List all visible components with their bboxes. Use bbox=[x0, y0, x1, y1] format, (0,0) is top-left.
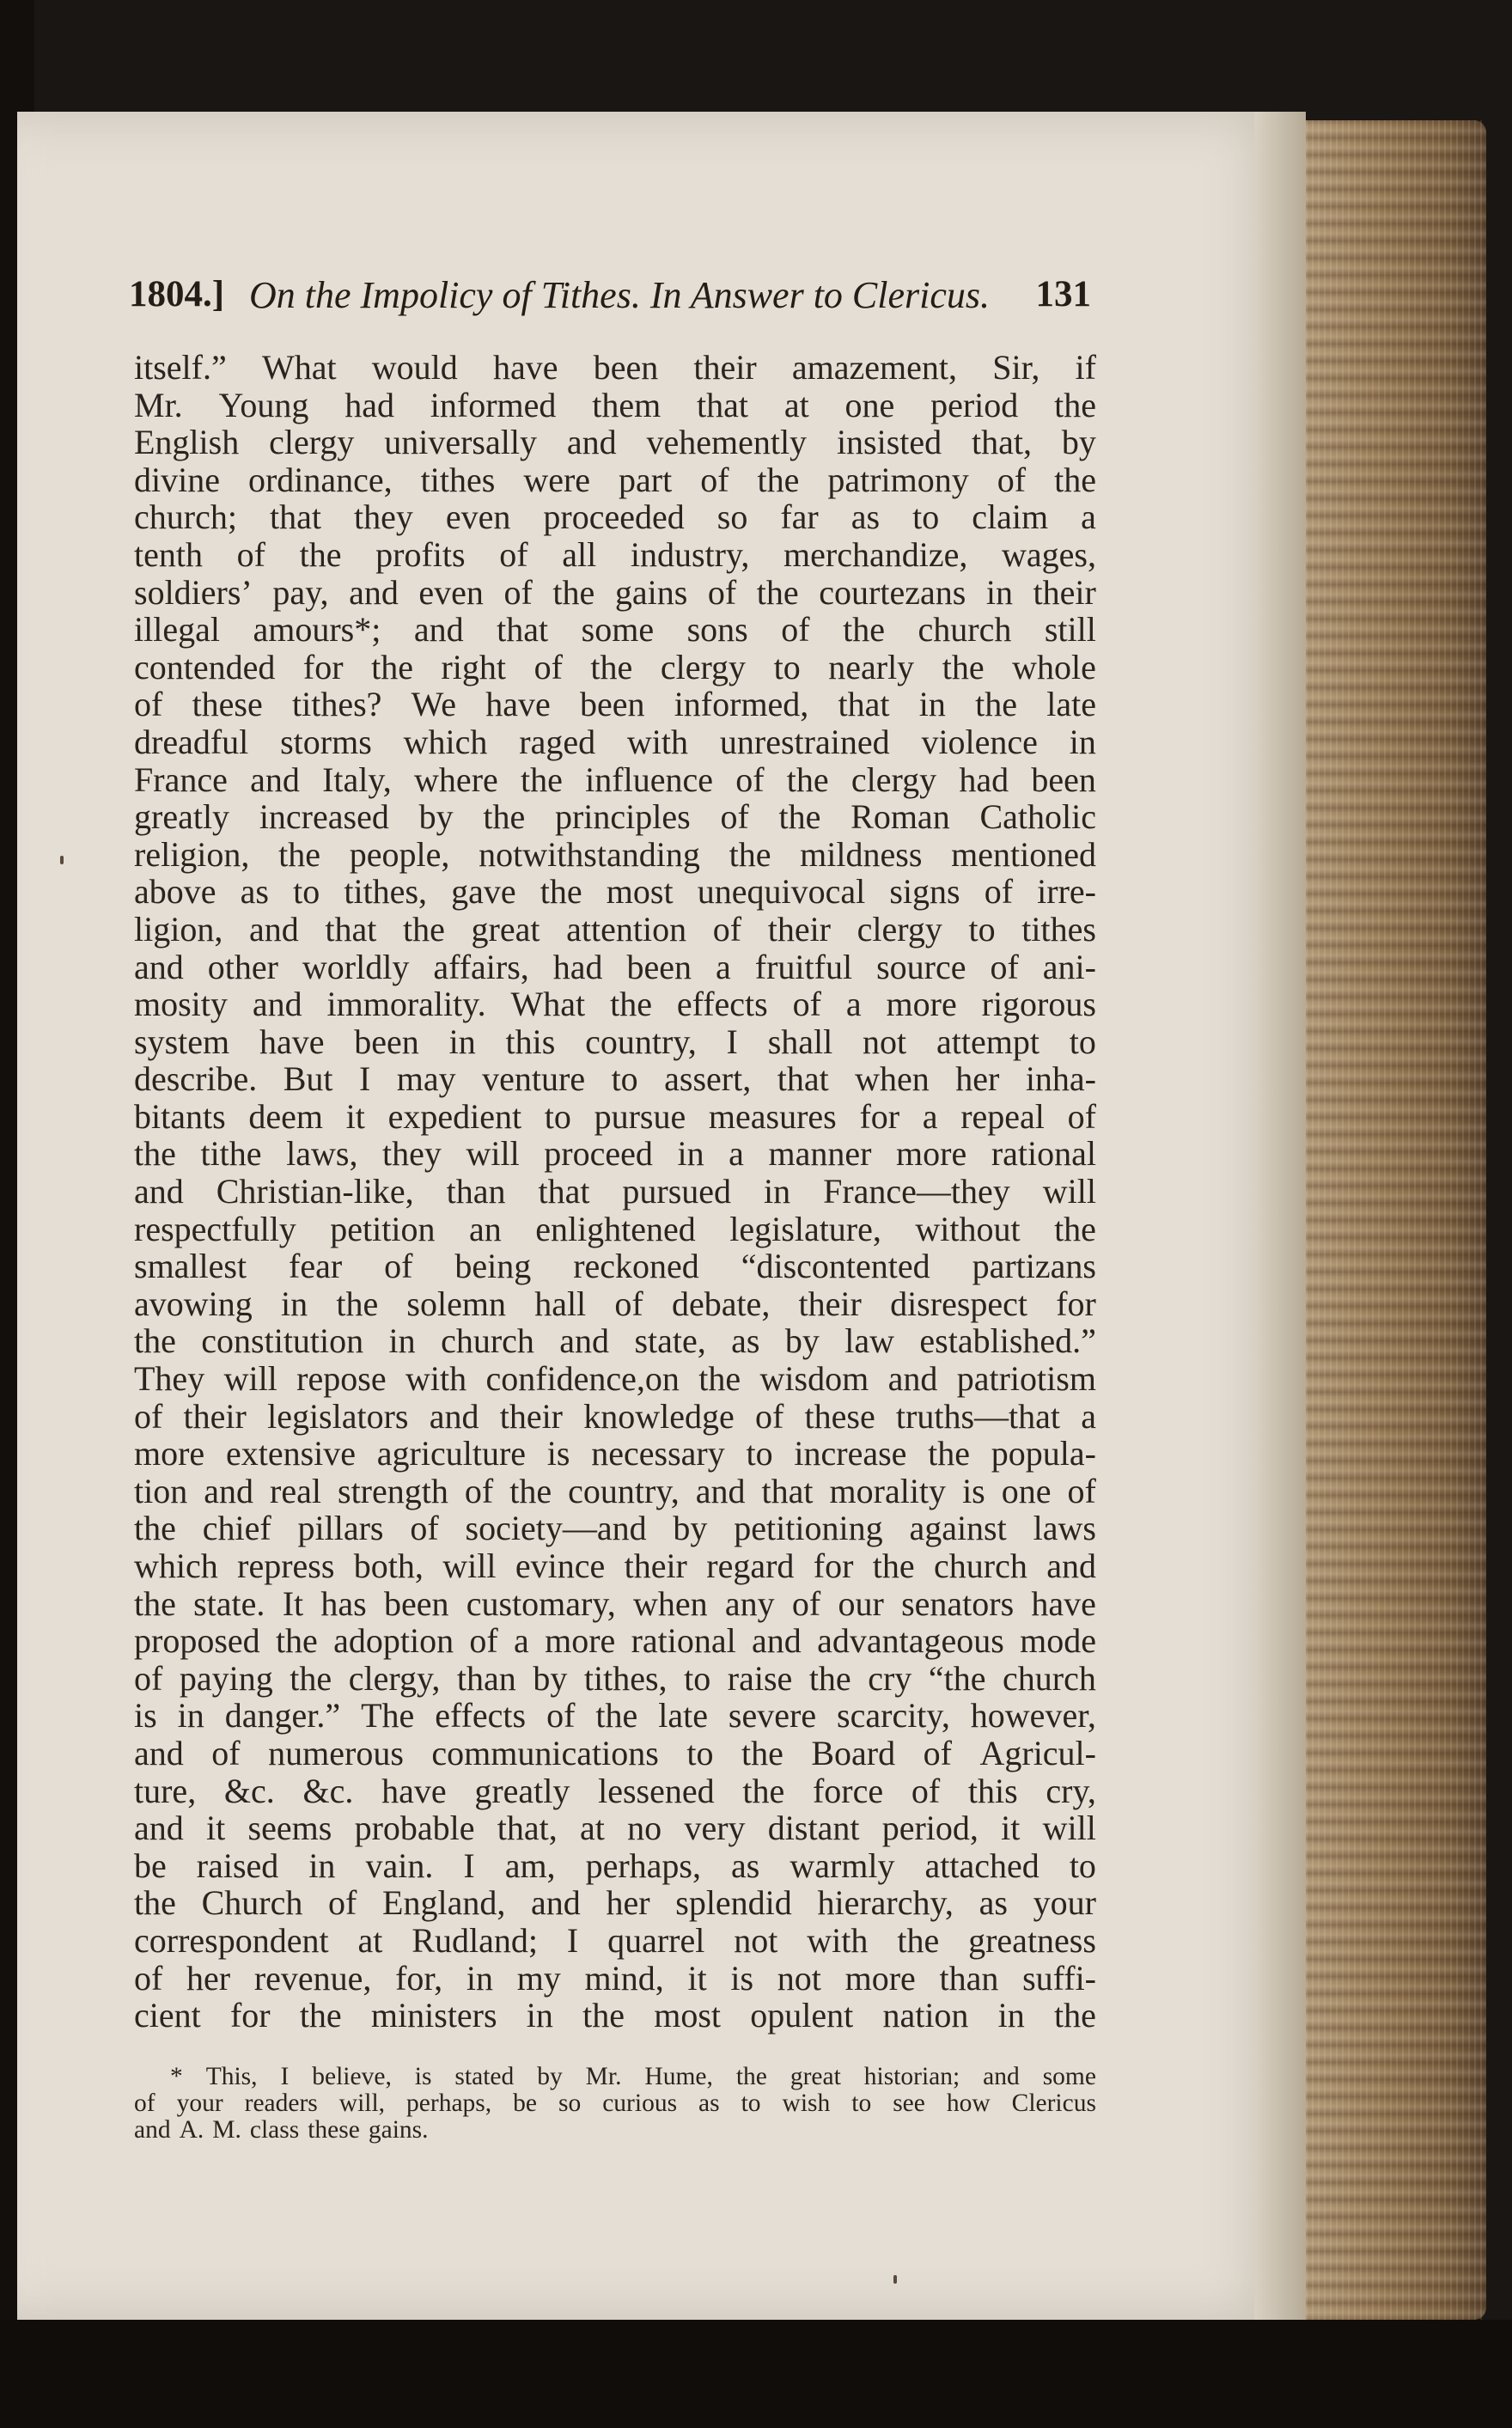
text-line: mosity and immorality. What the effects of a more rigorous bbox=[134, 985, 1096, 1024]
text-line: ligion, and that the great attention of their clergy to tithes bbox=[134, 909, 1096, 949]
text-line: smallest fear of being reckoned “discontented partizans bbox=[134, 1247, 1096, 1286]
text-line: proposed the adoption of a more rational and advantageous mode bbox=[134, 1621, 1096, 1661]
text-line: be raised in vain. I am, perhaps, as warmly attached to bbox=[134, 1845, 1096, 1885]
text-line: soldiers’ pay, and even of the gains of the courtezans in their bbox=[134, 572, 1096, 612]
text-line: correspondent at Rudland; I quarrel not with the greatness bbox=[134, 1920, 1096, 1960]
text-line: ture, &c. &c. have greatly lessened the force of this cry, bbox=[134, 1771, 1096, 1810]
text-line: religion, the people, notwithstanding the mildness mentioned bbox=[134, 834, 1096, 874]
text-line: They will repose with confidence,on the wisdom and patriotism bbox=[134, 1359, 1096, 1399]
text-line: English clergy universally and vehemently insisted that, by bbox=[134, 423, 1096, 462]
text-line: cient for the ministers in the most opulent nation in the bbox=[134, 1996, 1096, 2035]
text-line: the state. It has been customary, when any of our senators have bbox=[134, 1583, 1096, 1623]
text-line: and of numerous communications to the Board of Agricul- bbox=[134, 1733, 1096, 1772]
margin-mark bbox=[60, 856, 64, 864]
text-line: bitants deem it expedient to pursue measures for a repeal of bbox=[134, 1096, 1096, 1136]
bottom-background bbox=[0, 2320, 1512, 2428]
text-line: itself.” What would have been their amazement, Sir, if bbox=[134, 348, 1096, 387]
text-line: tenth of the profits of all industry, merchandize, wages, bbox=[134, 534, 1096, 574]
page-gutter-shadow bbox=[1254, 112, 1306, 2320]
book-page-edges bbox=[1306, 120, 1486, 2320]
text-line: contended for the right of the clergy to nearly the whole bbox=[134, 647, 1096, 686]
text-line: divine ordinance, tithes were part of the patrimony of the bbox=[134, 460, 1096, 499]
text-line: of her revenue, for, in my mind, it is not more than suffi- bbox=[134, 1958, 1096, 1998]
footnote-line: and A. M. class these gains. bbox=[134, 2116, 429, 2144]
text-line: which repress both, will evince their regard for the church and bbox=[134, 1546, 1096, 1585]
text-line: more extensive agriculture is necessary to increase the popula- bbox=[134, 1434, 1096, 1473]
text-line: illegal amours*; and that some sons of the church still bbox=[134, 610, 1096, 650]
running-header bbox=[129, 273, 1091, 325]
text-line: Mr. Young had informed them that at one period the bbox=[134, 385, 1096, 424]
text-line: of their legislators and their knowledge of these truths—that a bbox=[134, 1396, 1096, 1436]
text-line: of paying the clergy, than by tithes, to raise the cry “the church bbox=[134, 1658, 1096, 1698]
footnote-line: * This, I believe, is stated by Mr. Hume, the great historian; and some bbox=[170, 2063, 1096, 2090]
text-line: respectfully petition an enlightened legislature, without the bbox=[134, 1209, 1096, 1248]
text-line: describe. But I may venture to assert, that when her inha- bbox=[134, 1059, 1096, 1099]
text-line: and other worldly affairs, had been a fruitful source of ani- bbox=[134, 947, 1096, 986]
ink-speck bbox=[893, 2275, 897, 2284]
text-line: the constitution in church and state, as by law established.” bbox=[134, 1321, 1096, 1361]
text-line: above as to tithes, gave the most unequivocal signs of irre- bbox=[134, 872, 1096, 912]
text-line: is in danger.” The effects of the late severe scarcity, however, bbox=[134, 1696, 1096, 1736]
text-line: tion and real strength of the country, and that morality is one of bbox=[134, 1471, 1096, 1510]
header-title: On the Impolicy of Tithes. In Answer to Clericus. bbox=[249, 274, 991, 316]
body-text bbox=[134, 349, 1096, 2035]
text-line: and Christian-like, than that pursued in France—they will bbox=[134, 1172, 1096, 1211]
text-line: greatly increased by the principles of the Roman Catholic bbox=[134, 797, 1096, 837]
text-line: and it seems probable that, at no very distant period, it will bbox=[134, 1809, 1096, 1848]
text-line: of these tithes? We have been informed, that in the late bbox=[134, 685, 1096, 724]
footnote-line: of your readers will, perhaps, be so curious as to wish to see how Clericus bbox=[134, 2089, 1096, 2117]
text-line: dreadful storms which raged with unrestrained violence in bbox=[134, 722, 1096, 761]
text-line: France and Italy, where the influence of the clergy had been bbox=[134, 760, 1096, 799]
text-line: the Church of England, and her splendid hierarchy, as your bbox=[134, 1883, 1096, 1923]
text-line: the tithe laws, they will proceed in a manner more rational bbox=[134, 1134, 1096, 1174]
text-line: system have been in this country, I shall not attempt to bbox=[134, 1022, 1096, 1061]
page-number: 131 bbox=[1035, 274, 1091, 314]
text-line: avowing in the solemn hall of debate, their disrespect for bbox=[134, 1284, 1096, 1323]
header-year: 1804.] bbox=[129, 274, 225, 314]
text-line: the chief pillars of society—and by petitioning against laws bbox=[134, 1509, 1096, 1548]
text-line: church; that they even proceeded so far as to claim a bbox=[134, 497, 1096, 537]
footnote bbox=[134, 2064, 1096, 2144]
